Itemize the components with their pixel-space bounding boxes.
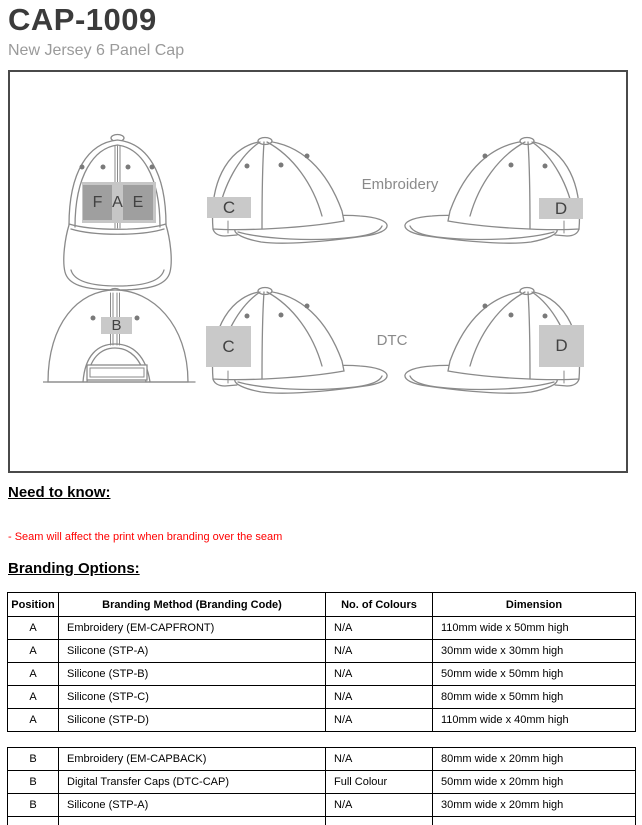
table-cell: A (8, 617, 59, 640)
branding-options-table-front (7, 592, 636, 732)
table-cell: 80mm wide x 50mm high (433, 686, 636, 709)
embroidery-row-caption: Embroidery (361, 176, 439, 193)
table-cell: Silicone (STP-D) (59, 709, 326, 732)
table-cell: N/A (326, 663, 433, 686)
branding-options-table-back (7, 747, 636, 825)
page-title: CAP-1009 (8, 2, 157, 37)
table-row-clipped (8, 817, 636, 825)
table-cell: N/A (326, 686, 433, 709)
table-cell: 50mm wide x 20mm high (433, 771, 636, 794)
table-cell: A (8, 640, 59, 663)
table-cell: A (8, 663, 59, 686)
table-cell: Full Colour (326, 771, 433, 794)
position-label-c-embroidery: C (207, 197, 251, 218)
table-cell: Silicone (STP-A) (59, 640, 326, 663)
position-label-a: A (112, 193, 123, 211)
table-cell: 110mm wide x 50mm high (433, 617, 636, 640)
table-row (8, 794, 636, 817)
table-cell: N/A (326, 617, 433, 640)
table-row (8, 640, 636, 663)
column-header-position: Position (8, 593, 59, 617)
table-row (8, 686, 636, 709)
table-cell: 30mm wide x 30mm high (433, 640, 636, 663)
cap-side-view-d-embroidery-illustration (397, 136, 587, 256)
branding-options-table-back-wrapper (7, 747, 637, 825)
table-row (8, 748, 636, 771)
position-label-c-dtc: C (206, 326, 251, 367)
table-cell: 30mm wide x 20mm high (433, 794, 636, 817)
table-cell: 50mm wide x 50mm high (433, 663, 636, 686)
table-cell: N/A (326, 709, 433, 732)
cap-diagram-box (8, 70, 628, 473)
table-row (8, 663, 636, 686)
need-to-know-heading: Need to know: (8, 484, 111, 501)
dtc-row-caption: DTC (376, 332, 408, 349)
table-row (8, 709, 636, 732)
position-label-e: E (123, 185, 153, 220)
table-cell: Silicone (STP-B) (59, 663, 326, 686)
branding-options-heading: Branding Options: (8, 560, 140, 577)
position-label-d-dtc: D (539, 325, 584, 367)
table-cell: Embroidery (EM-CAPFRONT) (59, 617, 326, 640)
cap-back-view-illustration (43, 286, 198, 386)
seam-note: - Seam will affect the print when branding over the seam (8, 531, 283, 543)
position-label-d-embroidery: D (539, 198, 583, 219)
table-cell: B (8, 771, 59, 794)
table-cell: A (8, 686, 59, 709)
table-row (8, 771, 636, 794)
table-cell: Silicone (STP-A) (59, 794, 326, 817)
cap-side-view-c-embroidery-illustration (205, 136, 395, 256)
position-label-b: B (101, 317, 132, 334)
table-cell: A (8, 709, 59, 732)
table-header-row (8, 593, 636, 617)
column-header-dimension: Dimension (433, 593, 636, 617)
page-subtitle: New Jersey 6 Panel Cap (8, 42, 185, 59)
column-header-no-of-colours: No. of Colours (326, 593, 433, 617)
table-cell: 110mm wide x 40mm high (433, 709, 636, 732)
table-cell: B (8, 794, 59, 817)
table-cell: N/A (326, 640, 433, 663)
table-cell: N/A (326, 794, 433, 817)
table-cell: Digital Transfer Caps (DTC-CAP) (59, 771, 326, 794)
column-header-branding-method: Branding Method (Branding Code) (59, 593, 326, 617)
table-cell: B (8, 748, 59, 771)
position-label-f: F (83, 185, 112, 220)
table-row (8, 617, 636, 640)
table-cell: 80mm wide x 20mm high (433, 748, 636, 771)
table-cell: Embroidery (EM-CAPBACK) (59, 748, 326, 771)
table-cell: N/A (326, 748, 433, 771)
table-cell: Silicone (STP-C) (59, 686, 326, 709)
